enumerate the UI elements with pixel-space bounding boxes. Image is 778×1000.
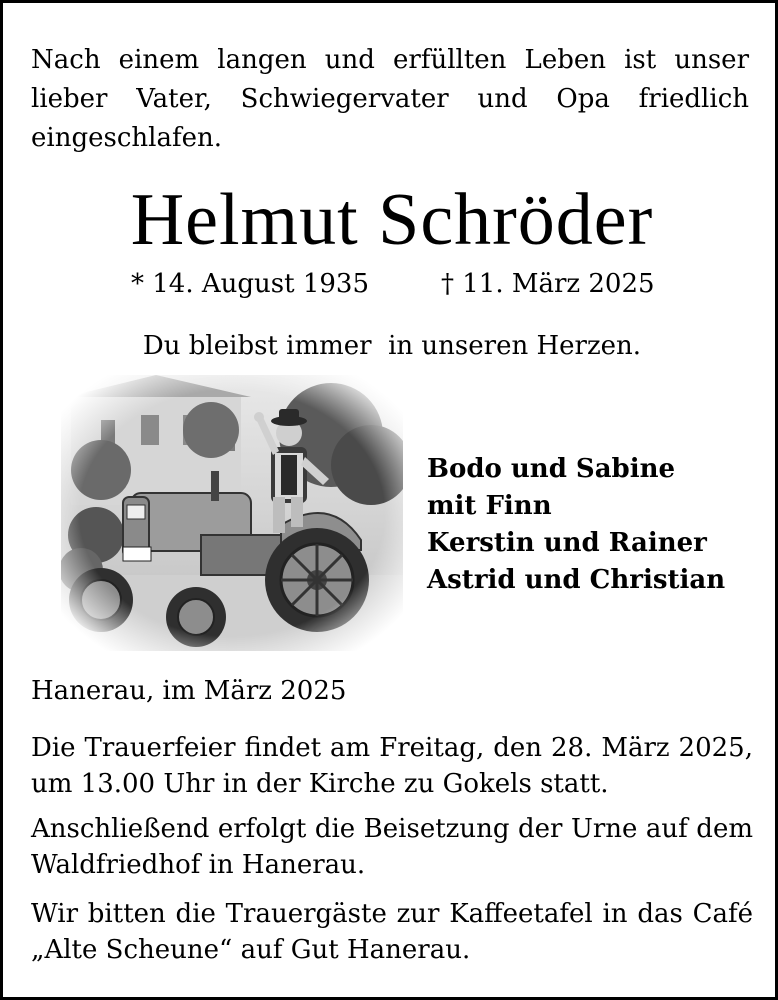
- family-list: [427, 451, 725, 599]
- place-date: Hanerau, im März 2025: [31, 676, 347, 706]
- family-line: Bodo und Sabine: [427, 454, 676, 484]
- deceased-name: Helmut Schröder: [130, 179, 654, 261]
- funeral-service-text: Die Trauerfeier findet am Freitag, den 28. März 2025, um 13.00 Uhr in der Kirche zu Gokels statt.: [31, 733, 753, 799]
- motto-text: Du bleibst immer in unseren Herzen.: [142, 331, 642, 361]
- burial-text: Anschließend erfolgt die Beisetzung der Urne auf dem Waldfriedhof in Hanerau.: [31, 814, 753, 880]
- family-line: Astrid und Christian: [427, 565, 726, 595]
- birth-date: * 14. August 1935: [131, 269, 370, 299]
- reception-text: Wir bitten die Trauergäste zur Kaffeetafel in das Café „Alte Scheune“ auf Gut Hanerau.: [31, 899, 753, 965]
- death-date: † 11. März 2025: [441, 269, 655, 299]
- family-line: mit Finn: [427, 491, 552, 521]
- portrait-photo: [61, 375, 403, 651]
- family-line: Kerstin und Rainer: [427, 528, 707, 558]
- intro-text: Nach einem langen und erfüllten Leben ist unser lieber Vater, Schwiegervater und Opa friedlich eingeschlafen.: [31, 45, 749, 153]
